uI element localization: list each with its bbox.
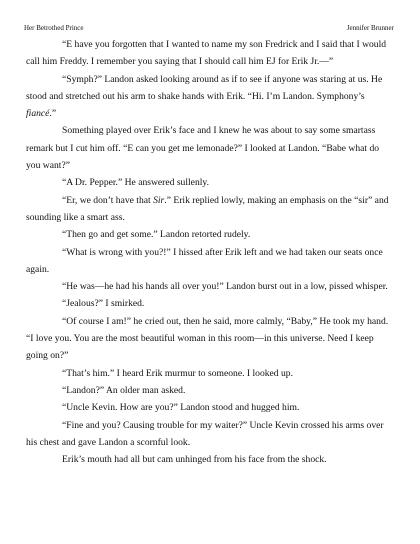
text-run: “Symph?” Landon asked looking around as if to see if anyone was staring at us. He stood and stretched out his arm to shake hands with Erik. “Hi. I’m Landon. Symphony’s [26, 73, 383, 102]
text-run: .” Erik replied lowly, making an emphasis on the “sir” and sounding like a smart ass. [26, 194, 389, 223]
paragraph [26, 122, 395, 174]
paragraph [26, 399, 395, 416]
text-run: “Then go and get some.” Landon retorted rudely. [62, 229, 251, 241]
text-run: “Fine and you? Causing trouble for my waiter?” Uncle Kevin crossed his arms over his chest and gave Landon a scornful look. [26, 419, 384, 448]
paragraph [26, 174, 395, 191]
paragraph [26, 295, 395, 312]
text-run: Erik’s mouth had all but cam unhinged from his face from the shock. [62, 454, 327, 466]
paragraph [26, 382, 395, 399]
paragraph [26, 192, 395, 227]
author-name: Jennifer Brunner [346, 24, 394, 32]
text-run: “That’s him.” I heard Erik murmur to someone. I looked up. [62, 367, 293, 379]
paragraph [26, 244, 395, 279]
paragraph [26, 365, 395, 382]
italic-text-run: fiancé [26, 108, 50, 120]
text-run: “Of course I am!” he cried out, then he said, more calmly, “Baby,” He took my hand. “I love you. You are the most beautiful woman in this room—in this universe. Need I keep going on?” [26, 315, 389, 362]
text-run: “Landon?” An older man asked. [62, 384, 186, 396]
text-run: “What is wrong with you?!” I hissed after Erik left and we had taken our seats once again. [26, 246, 383, 275]
paragraph [26, 417, 395, 452]
text-run: “E have you forgotten that I wanted to name my son Fredrick and I said that I would call him Freddy. I remember you saying that I should call him EJ for Erik Jr.—” [26, 39, 387, 68]
text-run: .” [49, 108, 57, 120]
paragraph [26, 451, 395, 468]
text-run: Something played over Erik’s face and I knew he was about to say some smartass remark but I cut him off. “E can you get me lemonade?” I looked at Landon. “Babe what do you want?” [26, 125, 380, 172]
text-run: “He was—he had his hands all over you!” Landon burst out in a low, pissed whisper. [62, 281, 388, 293]
paragraph [26, 313, 395, 365]
text-run: “Jealous?” I smirked. [62, 298, 145, 310]
paragraph [26, 36, 395, 71]
text-run: “A Dr. Pepper.” He answered sullenly. [62, 177, 209, 189]
paragraph [26, 71, 395, 123]
text-run: “Er, we don’t have that [62, 194, 154, 206]
paragraph [26, 226, 395, 243]
page-header [24, 22, 394, 34]
paragraph [26, 278, 395, 295]
text-run: “Uncle Kevin. How are you?” Landon stood and hugged him. [62, 402, 300, 414]
body-text [26, 36, 395, 468]
italic-text-run: Sir [153, 194, 165, 206]
book-title: Her Betrothed Prince [24, 24, 84, 32]
